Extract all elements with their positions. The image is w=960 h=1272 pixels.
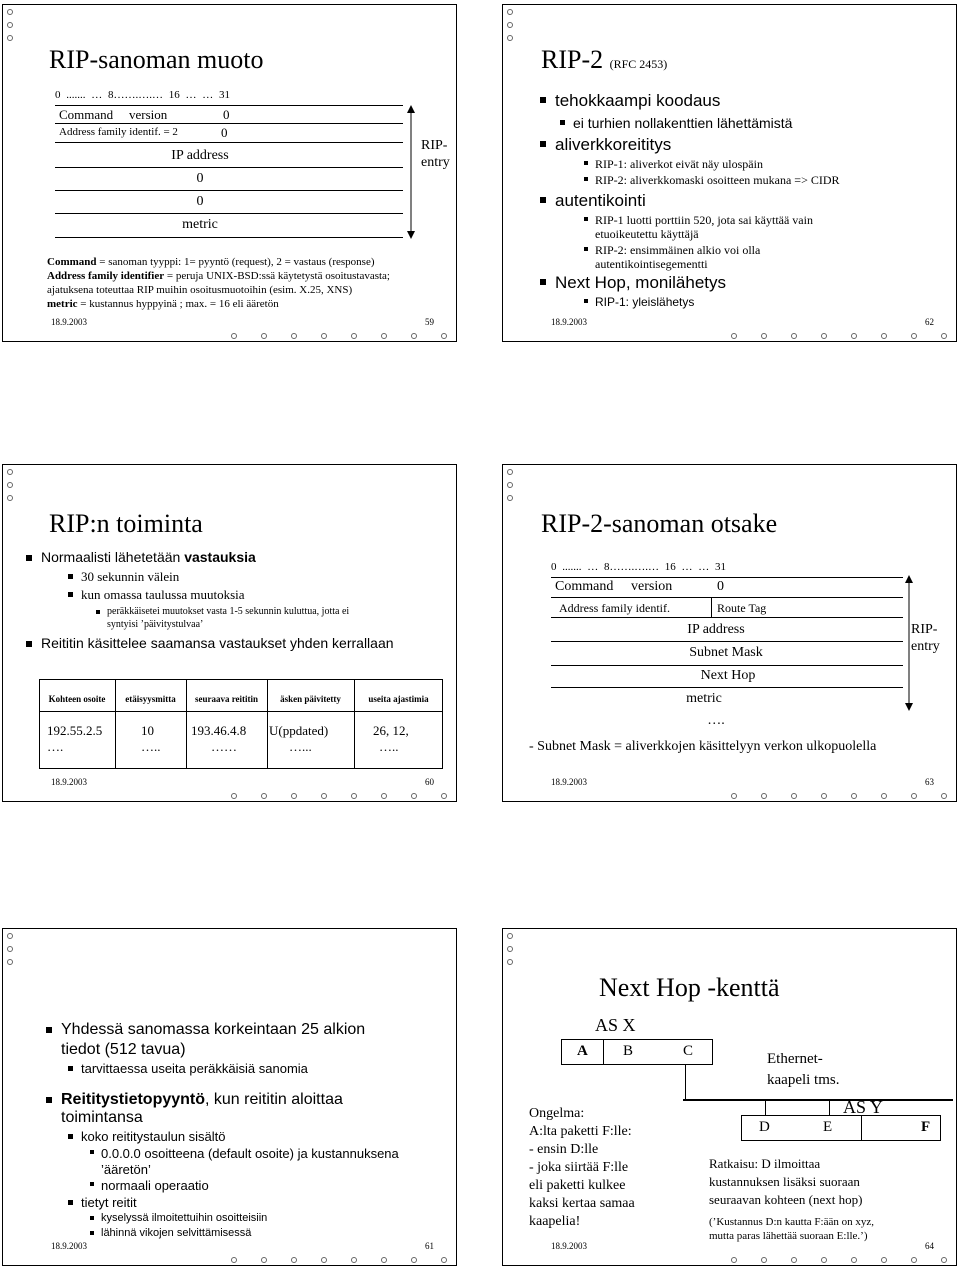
bullet-continuation: syntyisi ’päivitystulvaa’ [107,619,204,630]
rip-entry-arrow [403,105,419,239]
slide-number: 63 [925,777,934,787]
slide-date: 18.9.2003 [551,317,587,327]
table-cell: 26, 12, ….. [373,723,409,754]
table-cell: U(ppdated) …... [269,723,329,754]
bullet-item: peräkkäisetei muutokset vasta 1-5 sekunnin kuluttua, jotta ei [107,606,350,617]
solution-text: Ratkaisu: D ilmoittaa kustannuksen lisäksi suoraan seuraavan kohteen (next hop) [709,1156,863,1207]
bullet-continuation: ’ääretön’ [101,1162,151,1177]
field-dots: …. [707,713,725,728]
field-ip-address: IP address [171,148,229,163]
slide-63 [502,464,957,802]
slide-date: 18.9.2003 [51,777,87,787]
slide-64 [502,928,957,1266]
bullet-item: tietyt reitit [81,1195,137,1210]
field-ip-address: IP address [687,622,745,637]
table-header: Kohteen osoite [48,694,106,704]
bullet-continuation: tiedot (512 tavua) [61,1041,186,1058]
router-c: C [683,1043,694,1059]
field-version: version [631,579,673,594]
bullet-item: kyselyssä ilmoitettuihin osoitteisiin [101,1212,268,1224]
field-descriptions: Command = sanoman tyyppi: 1= pyyntö (request), 2 = vastaus (response) Address family identifier = peruja UNIX-BSD:ssä käytetystä osoitustavasta; ajatuksena toteuttaa RIP muihin osoitusmuotoihin (esim. X.25, XNS) metric = kustannus hyppyinä ; max. = 16 eli ääretön [47,256,390,310]
field-address-family: Address family identif. [559,601,670,615]
bit-line: 0 ....... … 8…….….… 16 … … 31 [551,561,726,573]
table-header: etäisyysmitta [125,694,176,704]
problem-text: Ongelma: A:lta paketti F:lle: - ensin D:lle - joka siirtää F:lle eli paketti kulkee kaksi kertaa samaa kaapelia! [529,1106,635,1229]
as-y-box [741,1115,941,1141]
slide-62 [502,4,957,342]
ethernet-cable [683,1099,953,1101]
router-d: D [759,1119,770,1135]
router-b: B [623,1043,634,1059]
slide-title: RIP-2 (RFC 2453) [541,45,668,74]
slide-number: 62 [925,317,934,327]
rip-entry-label: RIP- entry [911,622,940,654]
bullet-item: aliverkkoreititys [555,135,672,154]
table-header: seuraava reititin [194,694,259,704]
bullet-item: Reititystietopyyntö, kun reititin aloittaa [61,1091,343,1108]
slide-date: 18.9.2003 [551,777,587,787]
bullet-item: kun omassa taulussa muutoksia [81,587,245,602]
field-zero: 0 [221,125,228,140]
field-zero: 0 [717,579,724,594]
field-next-hop: Next Hop [700,668,756,683]
field-metric: metric [182,217,218,232]
field-zero: 0 [196,194,204,209]
field-metric: metric [686,691,722,706]
bullet-item: normaali operaatio [101,1178,209,1193]
slide-decoration-bottom [3,329,456,341]
slide-date: 18.9.2003 [51,317,87,327]
bullet-item: Reititin käsittelee saamansa vastaukset yhden kerrallaan [41,635,394,651]
bullet-item: tehokkaampi koodaus [555,91,721,110]
slide-title: RIP-sanoman muoto [49,45,264,74]
rip-entry-label: RIP- entry [421,138,450,170]
slide-number: 61 [425,1241,434,1251]
slide-date: 18.9.2003 [551,1241,587,1251]
table-cell: 10 ….. [141,723,161,754]
table-header: useita ajastimia [368,694,429,704]
bullet-item: Yhdessä sanomassa korkeintaan 25 alkion [61,1021,366,1038]
bullet-item: 30 sekunnin välein [81,569,180,584]
bullet-item: RIP-1 luotti porttiin 520, jota sai käyttää vain [595,213,813,227]
bullet-continuation: etuoikeutettu käyttäjä [595,227,699,241]
slide-title: Next Hop -kenttä [599,973,780,1002]
slide-number: 64 [925,1241,934,1251]
ethernet-label: Ethernet- kaapeli tms. [767,1051,840,1088]
bullet-item: RIP-2: aliverkkomaski osoitteen mukana => CIDR [595,173,840,187]
bullet-item: autentikointi [555,191,646,210]
field-subnet-mask: Subnet Mask [689,645,763,660]
field-route-tag: Route Tag [717,601,767,615]
subnet-note: - Subnet Mask = aliverkkojen käsittelyyn verkon ulkopuolella [529,739,877,754]
bullet-item: RIP-2: ensimmäinen alkio voi olla [595,243,761,257]
bullet-item: koko reititystaulun sisältö [81,1129,226,1144]
bullet-continuation: toimintansa [61,1109,143,1126]
bullet-item: Next Hop, monilähetys [555,273,727,292]
slide-59 [2,4,457,342]
bullet-item: RIP-1: yleislähetys [595,295,695,309]
slide-title: RIP:n toiminta [49,509,203,538]
slide-number: 60 [425,777,434,787]
field-zero: 0 [196,171,204,186]
bullet-item: 0.0.0.0 osoitteena (default osoite) ja kustannuksena [101,1146,399,1161]
bit-line: 0 ....... … 8…….….… 16 … … 31 [55,89,230,101]
bullet-item: Normaalisti lähetetään vastauksia [41,549,256,565]
bullet-continuation: autentikointisegementti [595,257,708,271]
router-f: F [921,1119,931,1135]
slide-60 [2,464,457,802]
field-command: Command [59,107,114,122]
field-version: version [129,107,168,122]
slide-61 [2,928,457,1266]
table-cell: 193.46.4.8 …… [191,723,247,754]
bullet-item: RIP-1: aliverkot eivät näy ulospäin [595,157,763,171]
table-header: äsken päivitetty [280,694,341,704]
bullet-item: ei turhien nollakenttien lähettämistä [573,115,793,131]
slide-date: 18.9.2003 [51,1241,87,1251]
router-e: E [823,1119,833,1135]
table-cell: 192.55.2.5 …. [47,723,103,754]
router-a: A [577,1043,588,1059]
bullet-item: lähinnä vikojen selvittämisessä [101,1227,252,1239]
field-address-family: Address family identif. = 2 [59,126,178,138]
slide-number: 59 [425,317,434,327]
slide-decoration [7,9,13,41]
bullet-item: tarvittaessa useita peräkkäisiä sanomia [81,1061,308,1076]
field-zero: 0 [223,107,230,122]
as-y-label: AS Y [843,1097,883,1117]
cost-note: (’Kustannus D:n kautta F:ään on xyz, mutta paras lähettää suoraan E:lle.’) [709,1216,874,1242]
as-x-label: AS X [595,1015,636,1035]
field-command: Command [555,579,614,594]
slide-title: RIP-2-sanoman otsake [541,509,778,538]
